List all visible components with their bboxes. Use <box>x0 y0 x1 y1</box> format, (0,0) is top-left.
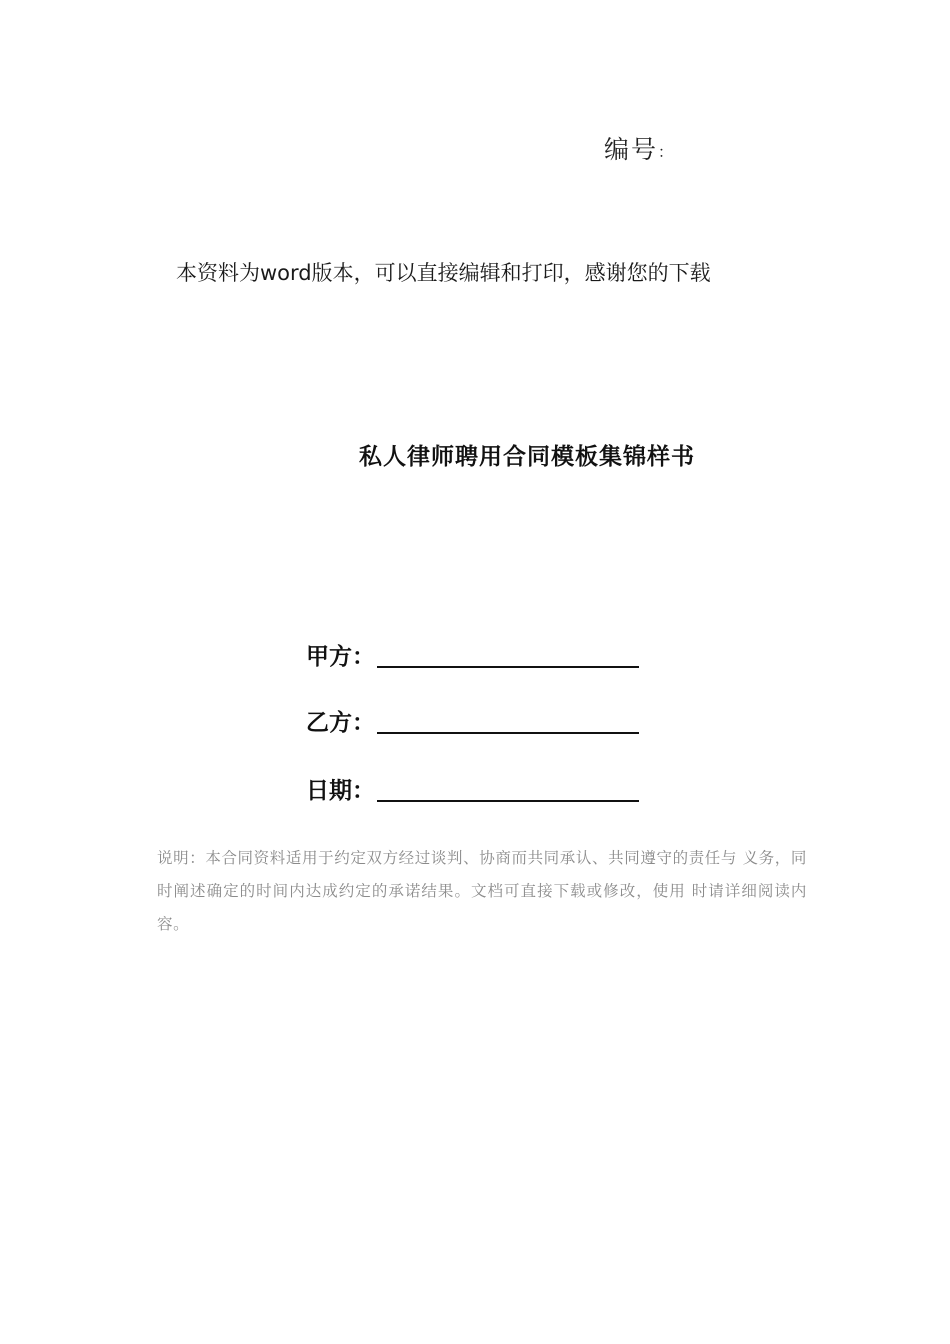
party-b-blank-line <box>377 710 639 734</box>
document-title: 私人律师聘用合同模板集锦样书 <box>359 444 695 470</box>
download-notice: 本资料为word版本，可以直接编辑和打印，感谢您的下载 <box>176 261 711 285</box>
document-number-label: 编号 <box>604 135 659 164</box>
party-b-row <box>306 704 639 737</box>
party-a-blank-line <box>377 644 639 668</box>
document-number <box>604 130 675 166</box>
date-label: 日期： <box>306 778 375 804</box>
party-b-label: 乙方： <box>306 710 375 736</box>
date-blank-line <box>377 778 639 802</box>
party-a-row <box>306 638 639 671</box>
date-row <box>306 772 639 805</box>
document-number-colon: ： <box>658 143 676 161</box>
remark-paragraph: 说明：本合同资料适用于约定双方经过谈判、协商而共同承认、共同遵守的责任与 义务，同时阐述确定的时间内达成约定的承诺结果。文档可直接下载或修改，使用 时请详细阅读内容。 <box>157 849 807 933</box>
party-a-label: 甲方： <box>306 644 375 670</box>
